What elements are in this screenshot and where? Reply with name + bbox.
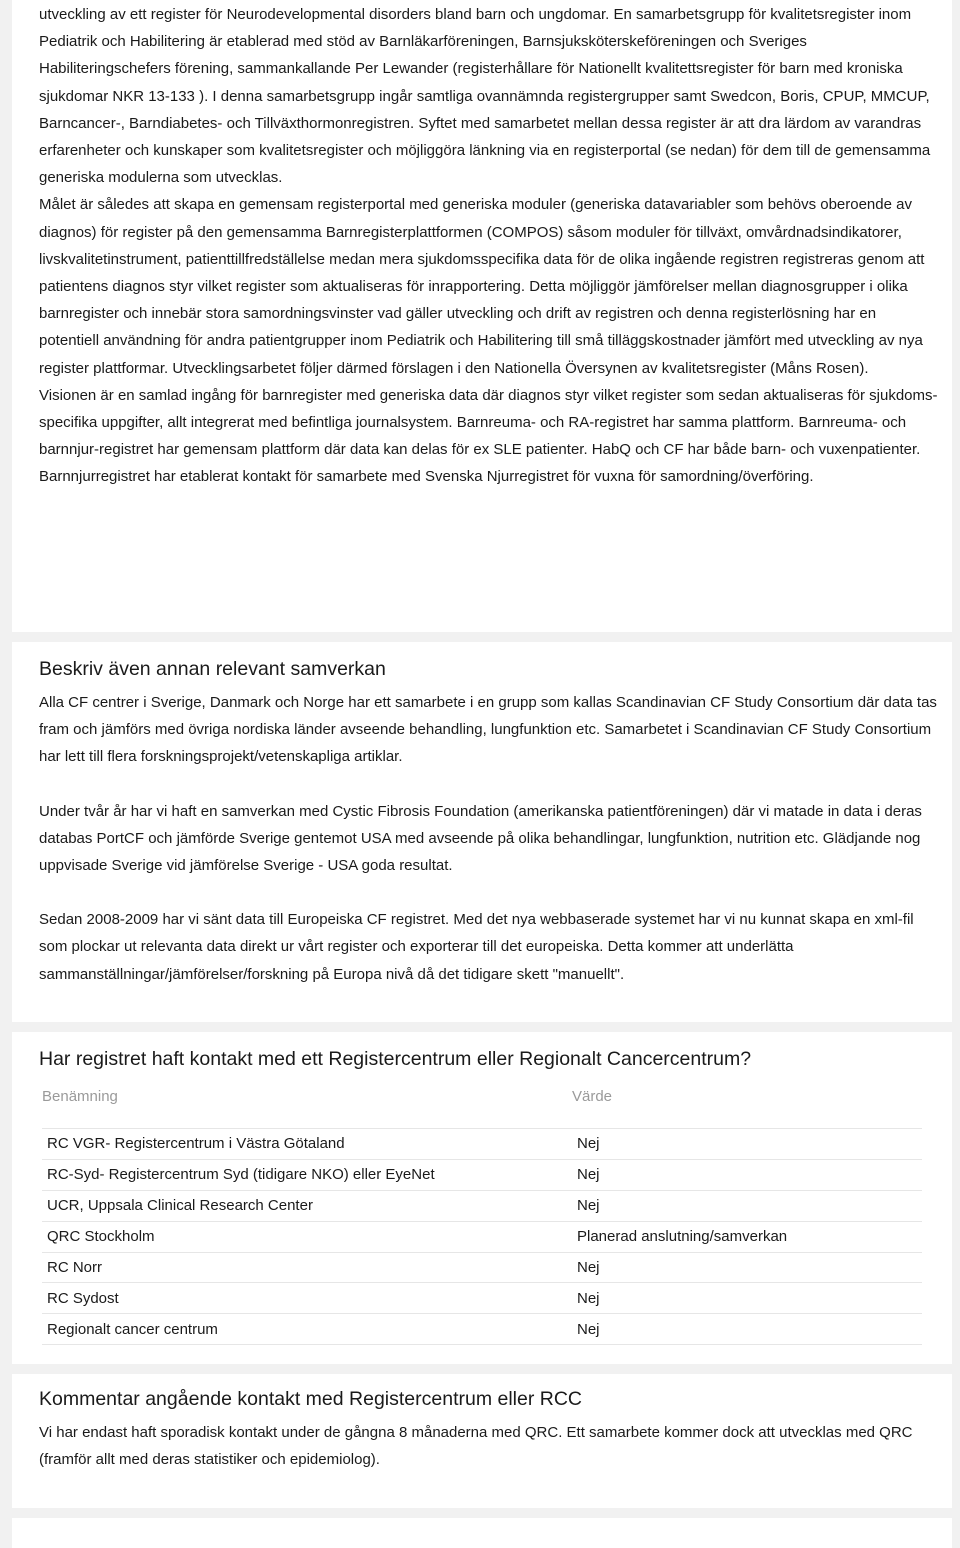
row-name: RC-Syd- Registercentrum Syd (tidigare NKO) eller EyeNet — [42, 1159, 572, 1190]
samverkan-paragraph-2: Under tvår år har vi haft en samverkan med Cystic Fibrosis Foundation (amerikanska patientföreningen) där vi matade in data i deras databas PortCF och jämförde Sverige gentemot USA med avseende på olika behandlingar, lungfunktion, nutrition etc. Glädjande nog uppvisade Sverige vid jämförelse Sverige - USA goda resultat. — [39, 802, 922, 875]
row-name: UCR, Uppsala Clinical Research Center — [42, 1190, 572, 1221]
row-value: Nej — [572, 1190, 922, 1221]
kommentar-paragraph-1: Vi har endast haft sporadisk kontakt under de gångna 8 månaderna med QRC. Ett samarbete kommer dock att utvecklas med QRC (framför allt med deras statistiker och epidemiolog). — [39, 1424, 913, 1469]
table-row — [42, 1314, 922, 1345]
row-value: Nej — [572, 1252, 922, 1283]
samverkan-text — [39, 689, 939, 988]
intro-panel — [12, 0, 952, 632]
kontakt-panel — [12, 1032, 952, 1364]
kommentar-text — [39, 1419, 939, 1473]
next-section-panel — [12, 1518, 952, 1548]
samverkan-title: Beskriv även annan relevant samverkan — [39, 658, 386, 680]
table-row — [42, 1283, 922, 1314]
row-name: Regionalt cancer centrum — [42, 1314, 572, 1345]
samverkan-paragraph-3: Sedan 2008-2009 har vi sänt data till Europeiska CF registret. Med det nya webbaserade systemet har vi nu kunnat skapa en xml-fil som plockar ut relevanta data direkt ur vårt register och exporterar till det europeiska. Detta kommer att underlätta sammanställningar/jämförelser/forskning på Europa nivå då det tidigare skett "manuellt". — [39, 911, 914, 983]
kontakt-title: Har registret haft kontakt med ett Registercentrum eller Regionalt Cancercentrum? — [39, 1048, 752, 1070]
row-value: Nej — [572, 1129, 922, 1160]
row-name: RC VGR- Registercentrum i Västra Götaland — [42, 1129, 572, 1160]
row-name: RC Norr — [42, 1252, 572, 1283]
table-row — [42, 1190, 922, 1221]
table-row — [42, 1221, 922, 1252]
samverkan-panel — [12, 642, 952, 1022]
table-row — [42, 1129, 922, 1160]
table-row — [42, 1252, 922, 1283]
column-header-value: Värde — [572, 1088, 613, 1105]
row-value: Planerad anslutning/samverkan — [572, 1221, 922, 1252]
row-value: Nej — [572, 1283, 922, 1314]
intro-text — [39, 1, 939, 491]
registercentrum-table — [42, 1088, 922, 1345]
intro-paragraph-2: Målet är således att skapa en gemensam registerportal med generiska moduler (generiska datavariabler som behövs oberoende av diagnos) för register på den gemensamma Barnregisterplattformen (COMPOS) såsom moduler för tillväxt, omvårdnadsindikatorer, livskvalitetinstrument, patienttillfredställelse medan mera sjukdomsspecifika data för de olika ingående registren registreras genom att patientens diagnos styr vilket register som aktualiseras för inrapportering. Detta möjliggör jämförelser mellan diagnosgrupper i olika barnregister och innebär stora samordningsvinster vad gäller utveckling och drift av registren och denna registerlösning har en potentiell användning för andra patientgrupper inom Pediatrik och Habilitering till små tilläggskostnader jämfört med utveckling av nya register plattformar. Utvecklingsarbetet följer därmed förslagen i den Nationella Översynen av kvalitetsregister (Måns Rosen). — [39, 196, 925, 377]
table-row — [42, 1159, 922, 1190]
intro-paragraph-3: Visionen är en samlad ingång för barnregister med generiska data där diagnos styr vilket register som sedan aktualiseras för sjukdoms-specifika uppgifter, allt integrerat med befintliga journalsystem. Barnreuma- och RA-registret har samma plattform. Barnreuma- och barnnjur-registret har gemensam plattform där data kan delas för ex SLE patienter. HabQ och CF har både barn- och vuxenpatienter. Barnnjurregistret har etablerat kontakt för samarbete med Svenska Njurregistret för vuxna för samordning/överföring. — [39, 386, 938, 486]
kommentar-panel — [12, 1374, 952, 1508]
intro-paragraph-1: utveckling av ett register för Neurodevelopmental disorders bland barn och ungdomar. En samarbetsgrupp för kvalitetsregister inom Pediatrik och Habilitering är etablerad med stöd av Barnläkarföreningen, Barnsjuksköterskeföreningen och Sveriges Habiliteringschefers förening, sammankallande Per Lewander (registerhållare för Nationellt kvalitettsregister för barn med kroniska sjukdomar NKR 13-133 ). I denna samarbetsgrupp ingår samtliga ovannämnda registergrupper samt Swedcon, Boris, CPUP, MMCUP, Barncancer-, Barndiabetes- och Tillväxthormonregistren. Syftet med samarbetet mellan dessa register är att dra lärdom av varandras erfarenheter och kunskaper som kvalitetsregister och möjliggöra länkning via en registerportal (se nedan) för dem till de gemensamma generiska modulerna som utvecklas. — [39, 6, 931, 187]
row-name: QRC Stockholm — [42, 1221, 572, 1252]
row-value: Nej — [572, 1159, 922, 1190]
row-name: RC Sydost — [42, 1283, 572, 1314]
kommentar-title: Kommentar angående kontakt med Registercentrum eller RCC — [39, 1388, 583, 1410]
samverkan-paragraph-1: Alla CF centrer i Sverige, Danmark och Norge har ett samarbete i en grupp som kallas Scandinavian CF Study Consortium där data tas fram och jämförs med övriga nordiska länder avseende behandling, lungfunktion etc. Samarbetet i Scandinavian CF Study Consortium har lett till flera forskningsprojekt/vetenskapliga artiklar. — [39, 694, 937, 766]
row-value: Nej — [572, 1314, 922, 1345]
column-header-name: Benämning — [42, 1088, 118, 1105]
